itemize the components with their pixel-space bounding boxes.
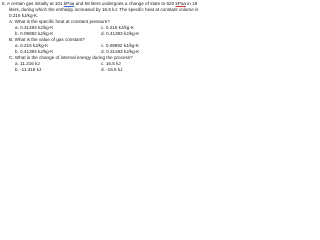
question-c-label: C. [9,55,14,60]
choice-text: 0.41393 kJ/kg-K [106,31,140,36]
problem-text-1a: A certain gas initially at 101 [6,1,64,6]
choice-c-b[interactable] [15,67,41,73]
choice-text: 0.216 kJ/kg-K [20,43,49,48]
choice-letter: c. [101,43,105,48]
problem-document [0,0,200,85]
question-a-text: What is the specific heat at constant pressure? [14,19,110,24]
choice-c-d[interactable] [101,67,122,73]
choice-text: 11.316 kJ [20,61,40,66]
choice-letter: d. [101,67,105,72]
choice-text: 0.09892 kJ/kg-K [20,31,54,36]
choice-text: -11.316 kJ [20,67,42,72]
choice-letter: b. [15,49,19,54]
choice-letter: c. [101,61,105,66]
choice-letter: d. [101,31,105,36]
choice-letter: b. [15,31,19,36]
choice-text: 0.41393 kJ/kg-K [20,49,54,54]
problem-text-3: 0.216 kJ/kg-K. [9,13,39,18]
question-c-text: What is the change of internal energy during the process? [14,55,133,60]
choice-text: 16.5 kJ [105,61,121,66]
choice-letter: c. [101,25,105,30]
choice-letter: a. [15,43,19,48]
choice-text: 0.09892 kJ/kg-K [105,43,140,48]
problem-text-2: liters, during which the enthalpy increased by 16.5 kJ. The specific heat at constant volume is [9,7,199,12]
problem-text-1e: in 18 [185,1,198,6]
problem-text-1c: and 58 liters undergoes a change of state to 620 [74,1,176,6]
choice-text: 0.216 kJ/kg-K [105,25,134,30]
choice-letter: d. [101,49,105,54]
choice-text: 0.31493 kJ/kg-K [106,49,140,54]
choice-letter: b. [15,67,19,72]
unit-kpaa-2: kPaa [175,1,186,6]
choice-letter: a. [15,61,19,66]
question-b-label: B. [9,37,14,42]
choice-text: 0.31493 kJ/kg-K [20,25,54,30]
question-a-label: A. [9,19,14,24]
choice-text: -16.5 kJ [106,67,123,72]
unit-kpaa-1: kPaa [63,1,75,6]
problem-number: 5. [2,1,6,6]
choice-letter: a. [15,25,19,30]
choice-a-d[interactable] [101,31,139,37]
question-b-text: What is the value of gas constant? [14,37,85,42]
